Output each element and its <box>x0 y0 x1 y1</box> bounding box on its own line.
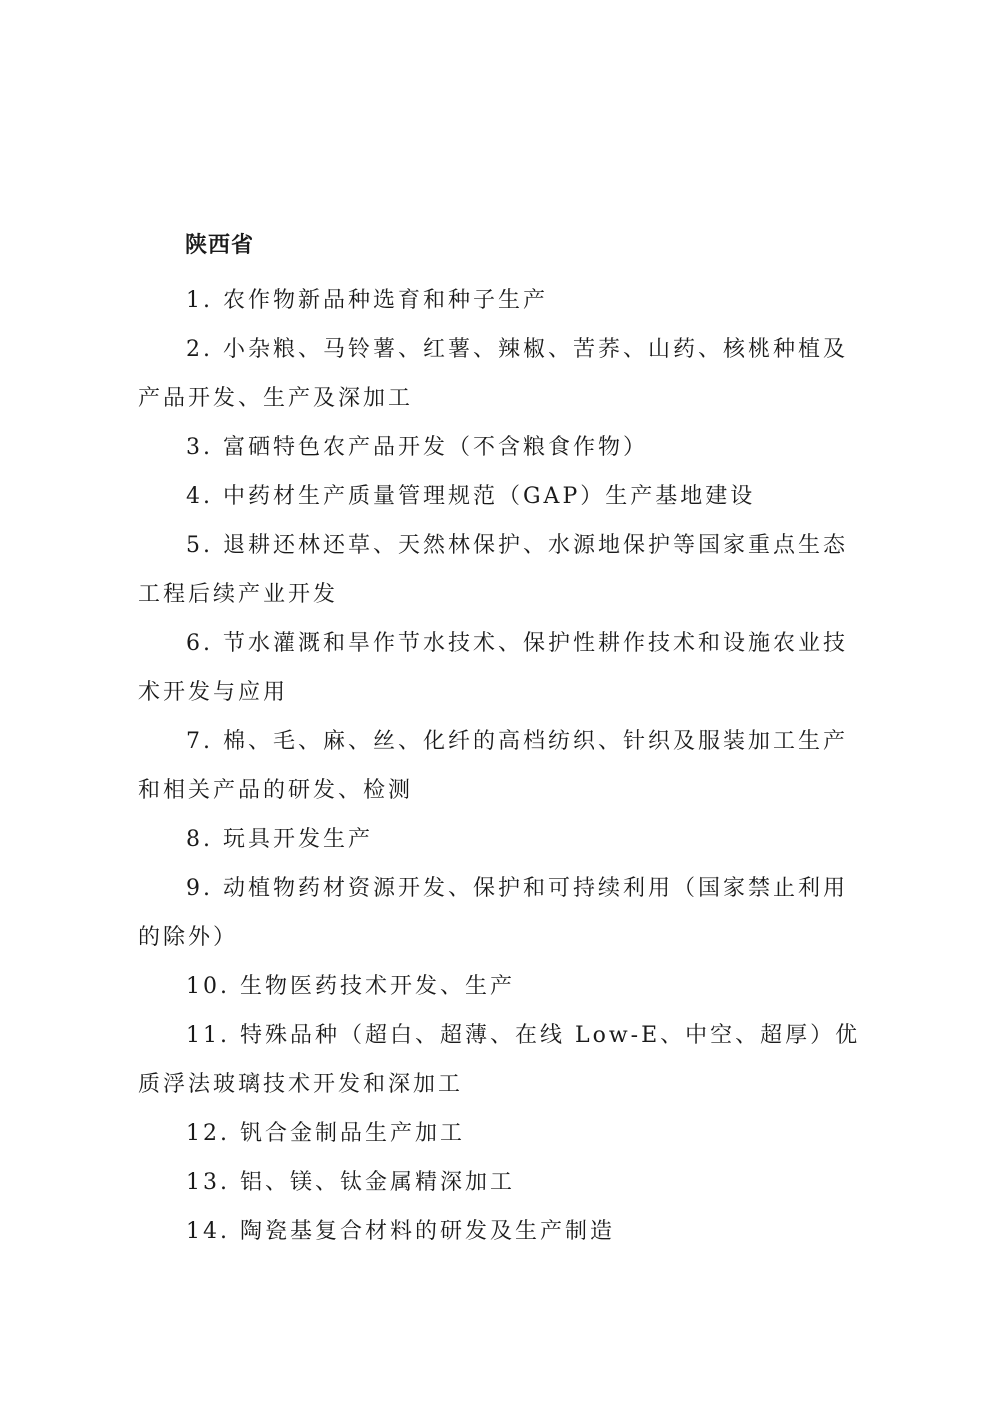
list-item: 2. 小杂粮、马铃薯、红薯、辣椒、苦荞、山药、核桃种植及产品开发、生产及深加工 <box>138 337 848 411</box>
list-item: 7. 棉、毛、麻、丝、化纤的高档纺织、针织及服装加工生产和相关产品的研发、检测 <box>138 729 848 803</box>
list-item: 10. 生物医药技术开发、生产 <box>186 974 515 999</box>
list-item: 8. 玩具开发生产 <box>186 827 373 852</box>
list-item: 1. 农作物新品种选育和种子生产 <box>186 288 548 313</box>
list-item: 6. 节水灌溉和旱作节水技术、保护性耕作技术和设施农业技术开发与应用 <box>138 631 848 705</box>
industry-list <box>138 276 866 1256</box>
list-item: 12. 钒合金制品生产加工 <box>186 1121 465 1146</box>
list-item: 9. 动植物药材资源开发、保护和可持续利用（国家禁止利用的除外） <box>138 876 848 950</box>
list-item: 11. 特殊品种（超白、超薄、在线 Low-E、中空、超厚）优质浮法玻璃技术开发和深加工 <box>138 1023 861 1097</box>
province-heading: 陕西省 <box>185 233 255 258</box>
list-item: 5. 退耕还林还草、天然林保护、水源地保护等国家重点生态工程后续产业开发 <box>138 533 848 607</box>
list-item: 13. 铝、镁、钛金属精深加工 <box>186 1170 515 1195</box>
list-item: 14. 陶瓷基复合材料的研发及生产制造 <box>186 1219 615 1244</box>
list-item: 3. 富硒特色农产品开发（不含粮食作物） <box>186 435 648 460</box>
list-item: 4. 中药材生产质量管理规范（GAP）生产基地建设 <box>186 484 756 509</box>
